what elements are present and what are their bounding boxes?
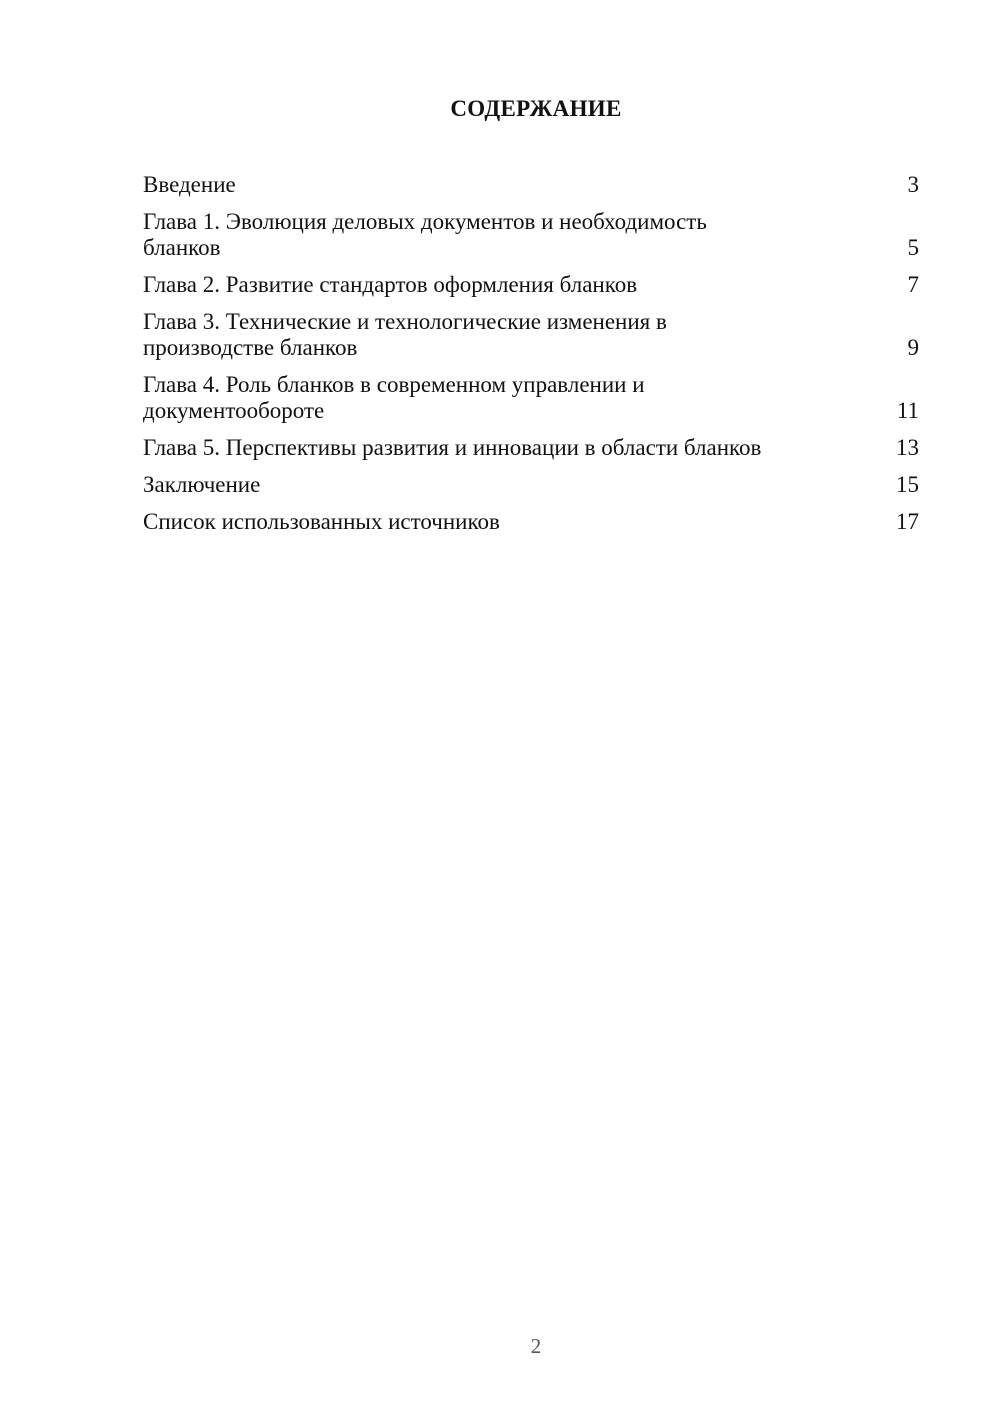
toc-entry-page: 5 xyxy=(907,235,919,260)
toc-entry-page: 9 xyxy=(907,335,919,360)
toc-entry-label: Введение xyxy=(143,172,236,197)
toc-entry-chapter-3[interactable] xyxy=(143,309,919,361)
toc-entry-label: Список использованных источников xyxy=(143,509,500,534)
table-of-contents xyxy=(143,172,919,546)
toc-entry-page: 7 xyxy=(907,272,919,297)
toc-entry-label: Глава 1. Эволюция деловых документов и необходимость бланков xyxy=(143,209,707,260)
toc-entry-chapter-1[interactable] xyxy=(143,209,919,261)
toc-entry-label: Заключение xyxy=(143,472,261,497)
toc-entry-page: 3 xyxy=(907,172,919,197)
toc-entry-conclusion[interactable] xyxy=(143,472,919,498)
toc-entry-page: 15 xyxy=(896,472,919,497)
toc-entry-page: 17 xyxy=(896,509,919,534)
toc-entry-label: Глава 2. Развитие стандартов оформления бланков xyxy=(143,272,638,297)
toc-entry-chapter-5[interactable] xyxy=(143,435,919,461)
toc-entry-introduction[interactable] xyxy=(143,172,919,198)
toc-entry-label: Глава 3. Технические и технологические изменения в производстве бланков xyxy=(143,309,667,360)
toc-entry-label: Глава 4. Роль бланков в современном управлении и документообороте xyxy=(143,372,645,423)
page-title: СОДЕРЖАНИЕ xyxy=(450,96,622,121)
toc-entry-chapter-2[interactable] xyxy=(143,272,919,298)
page-number: 2 xyxy=(530,1334,542,1358)
toc-entry-chapter-4[interactable] xyxy=(143,372,919,424)
toc-entry-page: 11 xyxy=(896,398,919,423)
toc-entry-label: Глава 5. Перспективы развития и инновации в области бланков xyxy=(143,435,762,460)
toc-entry-page: 13 xyxy=(896,435,919,460)
toc-entry-references[interactable] xyxy=(143,509,919,535)
